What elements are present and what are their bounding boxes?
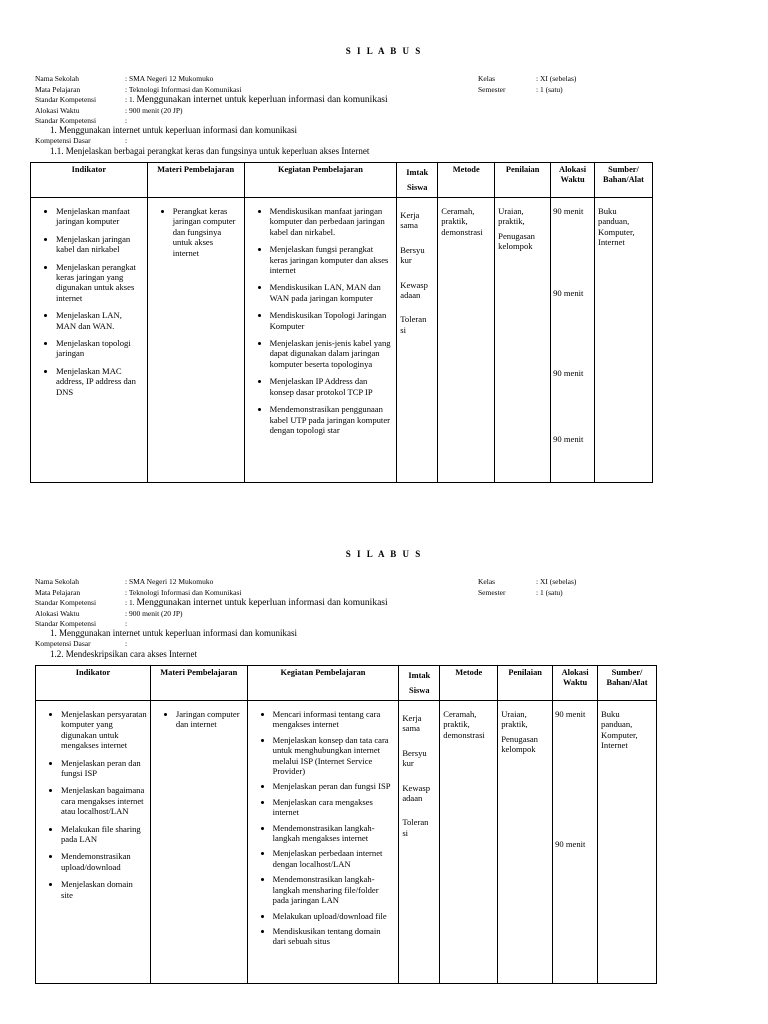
- header-alokasi: Alokasi Waktu: [553, 666, 598, 701]
- imtak-item: Kewasp adaan: [402, 782, 430, 804]
- kegiatan-cell: [247, 701, 399, 984]
- kegiatan-cell: [244, 198, 397, 483]
- header-indikator: Indikator: [36, 666, 151, 701]
- kompetensi-dasar-value: :: [125, 639, 128, 648]
- header-penilaian: Penilaian: [495, 163, 551, 198]
- list-item: • Menjelaskan manfaat jaringan komputer: [56, 206, 144, 227]
- list-item: • Menjelaskan perangkat keras jaringan yang digunakan untuk akses internet: [56, 262, 144, 304]
- list-item: • Mendiskusikan tentang domain dari sebuah situs: [273, 926, 396, 947]
- alokasi-item: 90 menit: [553, 434, 584, 444]
- list-item: • Menjelaskan peran dan fungsi ISP: [61, 758, 147, 779]
- meta-right-block: [478, 74, 576, 95]
- table-row: [31, 198, 653, 483]
- mata-pelajaran-value: : Teknologi Informasi dan Komunikasi: [125, 587, 242, 597]
- nama-sekolah-value: : SMA Negeri 12 Mukomuko: [125, 74, 214, 83]
- kelas-label: Kelas: [478, 74, 496, 83]
- alokasi-item: 90 menit: [553, 288, 584, 298]
- syllabus-page-1: [0, 0, 768, 500]
- imtak-item: Kewasp adaan: [400, 279, 428, 301]
- list-item: • Mendemonstrasikan upload/download: [61, 851, 147, 872]
- page-title: S I L A B U S: [345, 46, 423, 56]
- list-item: • Menjelaskan cara mengakses internet: [273, 797, 396, 818]
- materi-cell: [147, 198, 244, 483]
- semester-label: Semester: [478, 84, 506, 94]
- header-kegiatan: Kegiatan Pembelajaran: [247, 666, 399, 701]
- list-item: • Menjelaskan fungsi perangkat keras jaringan komputer dan akses internet: [270, 244, 394, 275]
- list-item: • Menjelaskan topologi jaringan: [56, 338, 144, 359]
- kelas-value: : XI (sebelas): [536, 577, 577, 586]
- standar-kompetensi-line: 1. Menggunakan internet untuk keperluan informasi dan komunikasi: [50, 628, 297, 638]
- list-item: • Jaringan computer dan internet: [176, 709, 244, 730]
- kompetensi-dasar-label: Kompetensi Dasar: [35, 136, 91, 145]
- alokasi-item: 90 menit: [553, 368, 584, 378]
- list-item: • Mendemonstrasikan penggunaan kabel UTP pada jaringan komputer dengan topologi star: [270, 404, 394, 435]
- list-item: • Mendiskusikan Topologi Jaringan Komputer: [270, 310, 394, 331]
- indikator-cell: [31, 198, 148, 483]
- list-item: • Menjelaskan persyaratan komputer yang digunakan untuk mengakses internet: [61, 709, 147, 751]
- kelas-value: : XI (sebelas): [536, 74, 577, 83]
- alokasi-waktu-value: : 900 menit (20 JP): [125, 105, 183, 115]
- metode-cell: Ceramah, praktik, demonstrasi: [440, 701, 498, 984]
- header-materi: Materi Pembelajaran: [147, 163, 244, 198]
- standar-kompetensi-label: Standar Kompetensi: [35, 598, 97, 607]
- list-item: • Mendemonstrasikan langkah-langkah mengakses internet: [273, 823, 396, 844]
- meta-right-block: [478, 577, 576, 598]
- semester-value: : 1 (satu): [536, 587, 563, 597]
- list-item: • Melakukan upload/download file: [273, 911, 396, 921]
- alokasi-cell: [551, 198, 595, 483]
- list-item: • Mendemonstrasikan langkah-langkah mensharing file/folder pada jaringan LAN: [273, 874, 396, 905]
- page-title: S I L A B U S: [345, 549, 423, 559]
- list-item: • Menjelaskan domain site: [61, 879, 147, 900]
- imtak-item: Bersyu kur: [402, 747, 427, 769]
- list-item: • Perangkat keras jaringan computer dan fungsinya untuk akses internet: [173, 206, 241, 258]
- imtak-item: Bersyu kur: [400, 244, 425, 266]
- alokasi-waktu-value: : 900 menit (20 JP): [125, 608, 183, 618]
- header-metode: Metode: [438, 163, 495, 198]
- header-sumber: Sumber/ Bahan/Alat: [598, 666, 657, 701]
- list-item: • Menjelaskan jenis-jenis kabel yang dapat digunakan dalam jaringan komputer beserta topologinya: [270, 338, 394, 369]
- penilaian-item: Penugasan kelompok: [501, 733, 538, 755]
- kelas-label: Kelas: [478, 577, 496, 586]
- list-item: • Mendiskusikan manfaat jaringan komputer dan perbedaan jaringan kabel dan nirkabel.: [270, 206, 394, 237]
- list-item: • Menjelaskan bagaimana cara mengakses internet atau localhost/LAN: [61, 785, 147, 816]
- nama-sekolah-label: Nama Sekolah: [35, 74, 79, 83]
- mata-pelajaran-label: Mata Pelajaran: [35, 84, 81, 94]
- metode-cell: Ceramah, praktik, demonstrasi: [438, 198, 495, 483]
- alokasi-item: 90 menit: [555, 839, 586, 849]
- standar-kompetensi-2-label: Standar Kompetensi: [35, 619, 97, 628]
- semester-value: : 1 (satu): [536, 84, 563, 94]
- list-item: • Melakukan file sharing pada LAN: [61, 824, 147, 845]
- penilaian-item: Uraian, praktik,: [501, 709, 528, 730]
- kompetensi-dasar-line: 1.1. Menjelaskan berbagai perangkat keras dan fungsinya untuk keperluan akses Internet: [50, 146, 370, 156]
- header-metode: Metode: [440, 666, 498, 701]
- meta-block: [35, 74, 388, 127]
- table-header-row: [31, 163, 653, 198]
- header-sumber: Sumber/ Bahan/Alat: [595, 163, 653, 198]
- kompetensi-dasar-row: [35, 639, 127, 650]
- standar-kompetensi-line: 1. Menggunakan internet untuk keperluan informasi dan komunikasi: [50, 125, 297, 135]
- penilaian-cell: [498, 701, 553, 984]
- imtak-cell: [397, 198, 438, 483]
- alokasi-waktu-label: Alokasi Waktu: [35, 105, 80, 115]
- header-penilaian: Penilaian: [498, 666, 553, 701]
- standar-kompetensi-label: Standar Kompetensi: [35, 95, 97, 104]
- imtak-cell: [399, 701, 440, 984]
- syllabus-page-2: [0, 503, 768, 1024]
- standar-kompetensi-2-value: :: [125, 116, 128, 125]
- standar-kompetensi-prefix: : 1.: [125, 598, 135, 607]
- list-item: • Menjelaskan IP Address dan konsep dasar protokol TCP IP: [270, 376, 394, 397]
- nama-sekolah-label: Nama Sekolah: [35, 577, 79, 586]
- list-item: • Menjelaskan MAC address, IP address dan DNS: [56, 366, 144, 397]
- kompetensi-dasar-label: Kompetensi Dasar: [35, 639, 91, 648]
- list-item: • Mendiskusikan LAN, MAN dan WAN pada jaringan komputer: [270, 282, 394, 303]
- standar-kompetensi-value: Menggunakan internet untuk keperluan informasi dan komunikasi: [136, 598, 388, 608]
- alokasi-waktu-label: Alokasi Waktu: [35, 608, 80, 618]
- header-imtak: Imtak Siswa: [399, 666, 440, 701]
- imtak-item: Kerja sama: [400, 210, 420, 231]
- header-imtak: Imtak Siswa: [397, 163, 438, 198]
- list-item: • Menjelaskan LAN, MAN dan WAN.: [56, 310, 144, 331]
- list-item: • Mencari informasi tentang cara mengakses internet: [273, 709, 396, 730]
- header-kegiatan: Kegiatan Pembelajaran: [244, 163, 397, 198]
- header-alokasi: Alokasi Waktu: [551, 163, 595, 198]
- table-row: [36, 701, 657, 984]
- mata-pelajaran-value: : Teknologi Informasi dan Komunikasi: [125, 84, 242, 94]
- imtak-item: Toleran si: [402, 817, 429, 838]
- mata-pelajaran-label: Mata Pelajaran: [35, 587, 81, 597]
- header-materi: Materi Pembelajaran: [150, 666, 247, 701]
- alokasi-item: 90 menit: [553, 206, 584, 216]
- penilaian-item: Penugasan kelompok: [498, 230, 535, 252]
- standar-kompetensi-prefix: : 1.: [125, 95, 135, 104]
- alokasi-item: 90 menit: [555, 709, 586, 719]
- standar-kompetensi-value: Menggunakan internet untuk keperluan informasi dan komunikasi: [136, 95, 388, 105]
- standar-kompetensi-2-label: Standar Kompetensi: [35, 116, 97, 125]
- kompetensi-dasar-row: [35, 136, 127, 147]
- meta-block: [35, 577, 388, 630]
- standar-kompetensi-2-value: :: [125, 619, 128, 628]
- nama-sekolah-value: : SMA Negeri 12 Mukomuko: [125, 577, 214, 586]
- indikator-cell: [36, 701, 151, 984]
- penilaian-item: Uraian, praktik,: [498, 206, 525, 227]
- imtak-item: Kerja sama: [402, 713, 422, 734]
- semester-label: Semester: [478, 587, 506, 597]
- syllabus-table: [30, 162, 653, 483]
- list-item: • Menjelaskan jaringan kabel dan nirkabel: [56, 234, 144, 255]
- list-item: • Menjelaskan perbedaan internet dengan localhost/LAN: [273, 848, 396, 869]
- alokasi-cell: [553, 701, 598, 984]
- list-item: • Menjelaskan peran dan fungsi ISP: [273, 781, 396, 791]
- imtak-item: Toleran si: [400, 314, 427, 335]
- table-header-row: [36, 666, 657, 701]
- kompetensi-dasar-line: 1.2. Mendeskripsikan cara akses Internet: [50, 649, 197, 659]
- sumber-cell: Buku panduan, Komputer, Internet: [598, 701, 657, 984]
- materi-cell: [150, 701, 247, 984]
- penilaian-cell: [495, 198, 551, 483]
- sumber-cell: Buku panduan, Komputer, Internet: [595, 198, 653, 483]
- kompetensi-dasar-value: :: [125, 136, 128, 145]
- list-item: • Menjelaskan konsep dan tata cara untuk menghubungkan internet melalui ISP (Internet Service Provider): [273, 735, 396, 777]
- syllabus-table: [35, 665, 657, 984]
- header-indikator: Indikator: [31, 163, 148, 198]
